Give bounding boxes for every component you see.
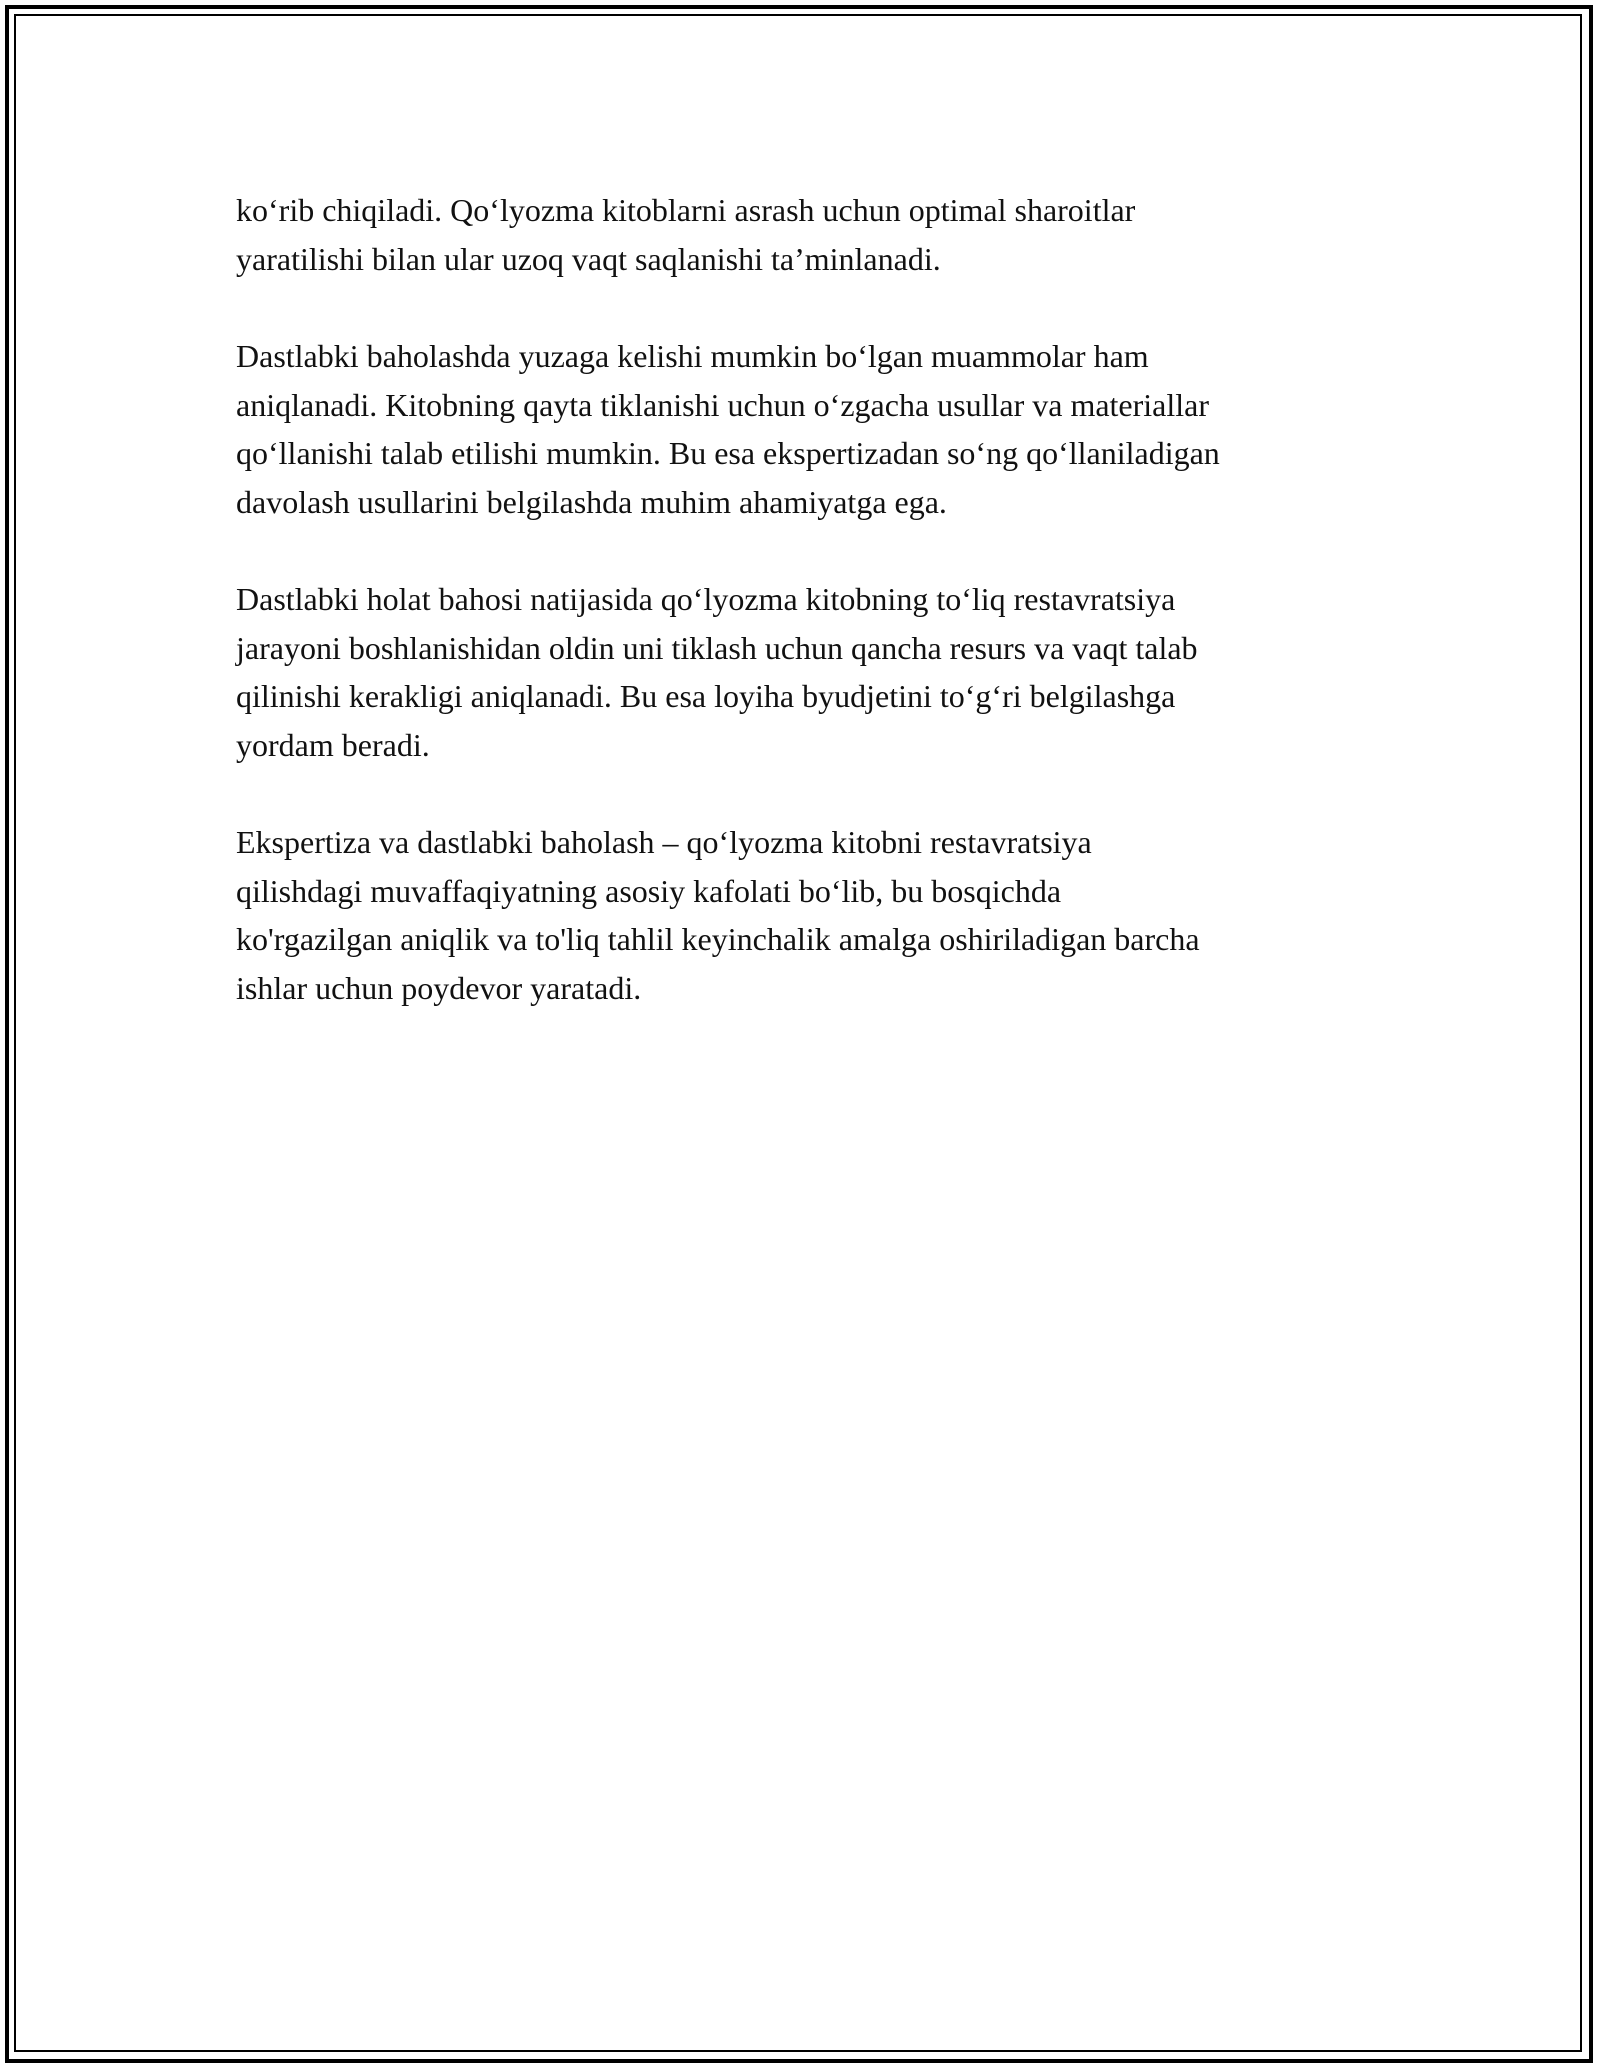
text-line: yordam beradi. (236, 726, 430, 763)
paragraph-3 (236, 575, 1376, 769)
paragraph-2 (236, 332, 1376, 526)
text-line: ko'rgazilgan aniqlik va to'liq tahlil keyinchalik amalga oshiriladigan barcha (236, 921, 1200, 957)
text-line: qo‘llanishi talab etilishi mumkin. Bu esa ekspertizadan so‘ng qo‘llaniladigan (236, 435, 1220, 471)
text-line: davolash usullarini belgilashda muhim ahamiyatga ega. (236, 483, 947, 520)
text-line: ishlar uchun poydevor yaratadi. (236, 969, 642, 1006)
text-line: Ekspertiza va dastlabki baholash – qo‘lyozma kitobni restavratsiya (236, 824, 1092, 860)
paragraph-4 (236, 818, 1376, 1012)
document-body (236, 186, 1376, 1061)
paragraph-1 (236, 186, 1376, 283)
text-line: aniqlanadi. Kitobning qayta tiklanishi uchun o‘zgacha usullar va materiallar (236, 386, 1210, 423)
text-line: Dastlabki baholashda yuzaga kelishi mumkin bo‘lgan muammolar ham (236, 338, 1149, 374)
text-line: ko‘rib chiqiladi. Qo‘lyozma kitoblarni asrash uchun optimal sharoitlar (236, 192, 1136, 228)
text-line: Dastlabki holat bahosi natijasida qo‘lyozma kitobning to‘liq restavratsiya (236, 581, 1176, 617)
text-line: qilinishi kerakligi aniqlanadi. Bu esa loyiha byudjetini to‘g‘ri belgilashga (236, 678, 1176, 714)
text-line: jarayoni boshlanishidan oldin uni tiklash uchun qancha resurs va vaqt talab (236, 629, 1198, 666)
text-line: qilishdagi muvaffaqiyatning asosiy kafolati bo‘lib, bu bosqichda (236, 872, 1062, 909)
text-line: yaratilishi bilan ular uzoq vaqt saqlanishi ta’minlanadi. (236, 240, 941, 277)
